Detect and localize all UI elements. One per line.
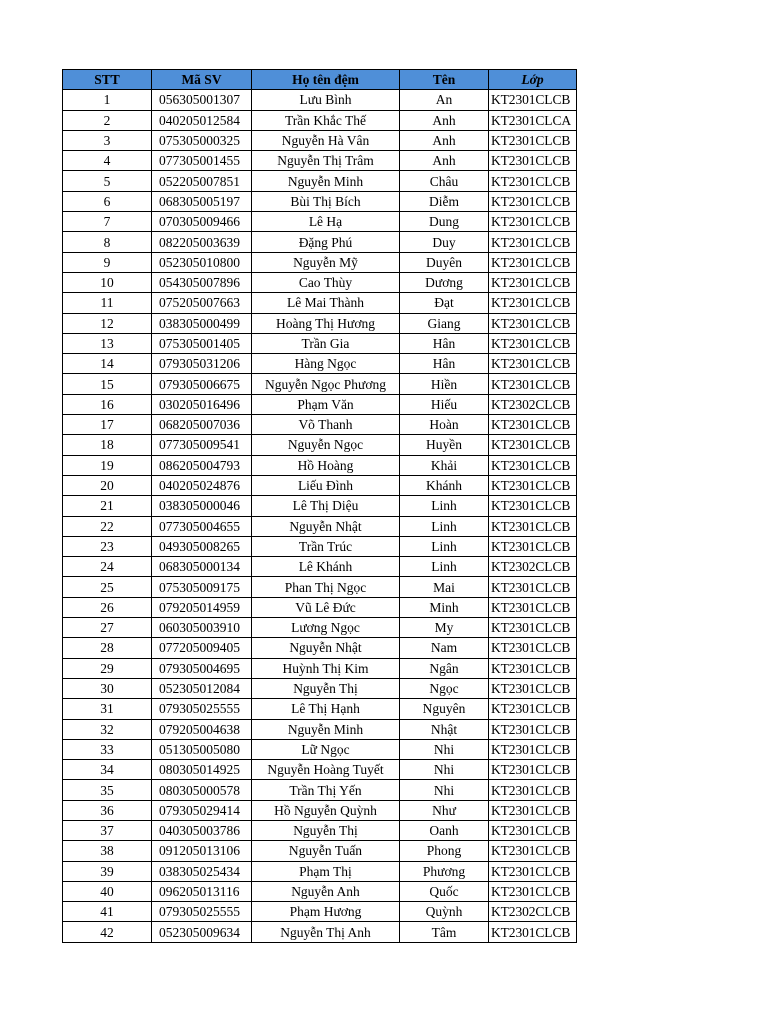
cell-ten[interactable]: Oanh xyxy=(400,820,489,840)
cell-stt[interactable]: 35 xyxy=(63,780,152,800)
cell-ten[interactable]: Anh xyxy=(400,130,489,150)
cell-ho-ten-dem[interactable]: Phạm Văn xyxy=(252,394,400,414)
header-ma-sv[interactable]: Mã SV xyxy=(152,70,252,90)
cell-ma-sv[interactable]: 096205013116 xyxy=(152,881,252,901)
cell-ho-ten-dem[interactable]: Vũ Lê Đức xyxy=(252,597,400,617)
table-row xyxy=(63,475,577,495)
table-row xyxy=(63,252,577,272)
cell-ho-ten-dem[interactable]: Nguyễn Tuấn xyxy=(252,841,400,861)
cell-ma-sv[interactable]: 068205007036 xyxy=(152,415,252,435)
cell-ma-sv[interactable]: 052205007851 xyxy=(152,171,252,191)
cell-ma-sv[interactable]: 075305009175 xyxy=(152,577,252,597)
cell-lop[interactable]: KT2301CLCB xyxy=(489,272,577,292)
cell-ho-ten-dem[interactable]: Nguyễn Ngọc xyxy=(252,435,400,455)
cell-stt[interactable]: 11 xyxy=(63,293,152,313)
cell-ho-ten-dem[interactable]: Hàng Ngọc xyxy=(252,354,400,374)
cell-stt[interactable]: 25 xyxy=(63,577,152,597)
cell-stt[interactable]: 32 xyxy=(63,719,152,739)
cell-ho-ten-dem[interactable]: Nguyễn Nhật xyxy=(252,638,400,658)
cell-ten[interactable]: Dương xyxy=(400,272,489,292)
header-ho-ten-dem[interactable]: Họ tên đệm xyxy=(252,70,400,90)
cell-ten[interactable]: Khải xyxy=(400,455,489,475)
cell-ten[interactable]: Khánh xyxy=(400,475,489,495)
cell-stt[interactable]: 26 xyxy=(63,597,152,617)
table-row xyxy=(63,658,577,678)
cell-ho-ten-dem[interactable]: Nguyễn Hoàng Tuyết xyxy=(252,760,400,780)
cell-lop[interactable]: KT2301CLCB xyxy=(489,374,577,394)
cell-ten[interactable]: Anh xyxy=(400,110,489,130)
cell-ho-ten-dem[interactable]: Bùi Thị Bích xyxy=(252,191,400,211)
cell-ho-ten-dem[interactable]: Võ Thanh xyxy=(252,415,400,435)
cell-ten[interactable]: Nam xyxy=(400,638,489,658)
table-row xyxy=(63,374,577,394)
table-row xyxy=(63,516,577,536)
cell-ma-sv[interactable]: 077305004655 xyxy=(152,516,252,536)
cell-stt[interactable]: 19 xyxy=(63,455,152,475)
table-row xyxy=(63,699,577,719)
cell-ten[interactable]: Hân xyxy=(400,354,489,374)
table-row xyxy=(63,191,577,211)
cell-ma-sv[interactable]: 079205004638 xyxy=(152,719,252,739)
cell-ma-sv[interactable]: 038305000499 xyxy=(152,313,252,333)
cell-ten[interactable]: Nhật xyxy=(400,719,489,739)
table-row xyxy=(63,618,577,638)
cell-ho-ten-dem[interactable]: Đặng Phú xyxy=(252,232,400,252)
cell-ten[interactable]: My xyxy=(400,618,489,638)
cell-ma-sv[interactable]: 075205007663 xyxy=(152,293,252,313)
cell-ho-ten-dem[interactable]: Nguyễn Minh xyxy=(252,171,400,191)
student-list-table xyxy=(62,69,577,943)
cell-ten[interactable]: Mai xyxy=(400,577,489,597)
table-row xyxy=(63,881,577,901)
cell-ho-ten-dem[interactable]: Huỳnh Thị Kim xyxy=(252,658,400,678)
cell-ho-ten-dem[interactable]: Nguyễn Mỹ xyxy=(252,252,400,272)
cell-ho-ten-dem[interactable]: Nguyễn Anh xyxy=(252,881,400,901)
cell-stt[interactable]: 39 xyxy=(63,861,152,881)
cell-stt[interactable]: 29 xyxy=(63,658,152,678)
cell-stt[interactable]: 12 xyxy=(63,313,152,333)
cell-ten[interactable]: Tâm xyxy=(400,922,489,942)
cell-stt[interactable]: 28 xyxy=(63,638,152,658)
cell-ten[interactable]: Hoàn xyxy=(400,415,489,435)
cell-ho-ten-dem[interactable]: Liếu Đình xyxy=(252,475,400,495)
cell-ma-sv[interactable]: 054305007896 xyxy=(152,272,252,292)
cell-lop[interactable]: KT2301CLCB xyxy=(489,618,577,638)
cell-ho-ten-dem[interactable]: Lê Hạ xyxy=(252,212,400,232)
cell-ten[interactable]: Linh xyxy=(400,557,489,577)
cell-ho-ten-dem[interactable]: Nguyễn Minh xyxy=(252,719,400,739)
cell-lop[interactable]: KT2302CLCB xyxy=(489,902,577,922)
cell-ma-sv[interactable]: 075305001405 xyxy=(152,333,252,353)
cell-lop[interactable]: KT2301CLCB xyxy=(489,780,577,800)
table-row xyxy=(63,293,577,313)
cell-ho-ten-dem[interactable]: Nguyễn Nhật xyxy=(252,516,400,536)
cell-ho-ten-dem[interactable]: Cao Thùy xyxy=(252,272,400,292)
cell-ten[interactable]: Quốc xyxy=(400,881,489,901)
cell-ma-sv[interactable]: 075305000325 xyxy=(152,130,252,150)
table-row xyxy=(63,496,577,516)
cell-lop[interactable]: KT2302CLCB xyxy=(489,394,577,414)
cell-ten[interactable]: Giang xyxy=(400,313,489,333)
cell-stt[interactable]: 10 xyxy=(63,272,152,292)
cell-ma-sv[interactable]: 091205013106 xyxy=(152,841,252,861)
cell-ho-ten-dem[interactable]: Trần Trúc xyxy=(252,536,400,556)
cell-ho-ten-dem[interactable]: Nguyễn Thị xyxy=(252,820,400,840)
cell-lop[interactable]: KT2301CLCB xyxy=(489,130,577,150)
cell-stt[interactable]: 14 xyxy=(63,354,152,374)
cell-ten[interactable]: Nhi xyxy=(400,780,489,800)
cell-lop[interactable]: KT2301CLCB xyxy=(489,212,577,232)
table-row xyxy=(63,536,577,556)
cell-stt[interactable]: 17 xyxy=(63,415,152,435)
cell-ten[interactable]: Nhi xyxy=(400,760,489,780)
cell-stt[interactable]: 21 xyxy=(63,496,152,516)
cell-ma-sv[interactable]: 060305003910 xyxy=(152,618,252,638)
table-row xyxy=(63,922,577,942)
cell-ma-sv[interactable]: 038305025434 xyxy=(152,861,252,881)
cell-stt[interactable]: 23 xyxy=(63,536,152,556)
cell-ho-ten-dem[interactable]: Hồ Nguyễn Quỳnh xyxy=(252,800,400,820)
table-row xyxy=(63,780,577,800)
table-row xyxy=(63,678,577,698)
cell-ten[interactable]: Duyên xyxy=(400,252,489,272)
cell-lop[interactable]: KT2301CLCB xyxy=(489,800,577,820)
table-row xyxy=(63,415,577,435)
cell-ten[interactable]: Huyền xyxy=(400,435,489,455)
cell-lop[interactable]: KT2301CLCB xyxy=(489,496,577,516)
cell-ten[interactable]: Đạt xyxy=(400,293,489,313)
header-ten[interactable]: Tên xyxy=(400,70,489,90)
cell-lop[interactable]: KT2301CLCB xyxy=(489,719,577,739)
cell-lop[interactable]: KT2301CLCB xyxy=(489,151,577,171)
table-row xyxy=(63,110,577,130)
cell-ho-ten-dem[interactable]: Lữ Ngọc xyxy=(252,739,400,759)
cell-lop[interactable]: KT2301CLCB xyxy=(489,841,577,861)
table-row xyxy=(63,719,577,739)
cell-ten[interactable]: Châu xyxy=(400,171,489,191)
cell-ho-ten-dem[interactable]: Nguyễn Thị Anh xyxy=(252,922,400,942)
cell-ma-sv[interactable]: 079305029414 xyxy=(152,800,252,820)
cell-ma-sv[interactable]: 068305005197 xyxy=(152,191,252,211)
cell-ma-sv[interactable]: 040205012584 xyxy=(152,110,252,130)
cell-lop[interactable]: KT2301CLCB xyxy=(489,90,577,110)
table-row xyxy=(63,557,577,577)
cell-ho-ten-dem[interactable]: Hoàng Thị Hương xyxy=(252,313,400,333)
cell-ten[interactable]: Ngân xyxy=(400,658,489,678)
header-row xyxy=(63,70,577,90)
table-row xyxy=(63,130,577,150)
cell-ten[interactable]: Phong xyxy=(400,841,489,861)
cell-stt[interactable]: 4 xyxy=(63,151,152,171)
cell-ma-sv[interactable]: 030205016496 xyxy=(152,394,252,414)
cell-ten[interactable]: Duy xyxy=(400,232,489,252)
table-row xyxy=(63,394,577,414)
cell-ho-ten-dem[interactable]: Lê Mai Thành xyxy=(252,293,400,313)
cell-ten[interactable]: Quỳnh xyxy=(400,902,489,922)
cell-ten[interactable]: Phương xyxy=(400,861,489,881)
cell-ma-sv[interactable]: 079305025555 xyxy=(152,699,252,719)
cell-ho-ten-dem[interactable]: Nguyễn Ngọc Phương xyxy=(252,374,400,394)
cell-lop[interactable]: KT2301CLCB xyxy=(489,597,577,617)
cell-lop[interactable]: KT2301CLCB xyxy=(489,455,577,475)
cell-ho-ten-dem[interactable]: Lê Khánh xyxy=(252,557,400,577)
cell-ma-sv[interactable]: 040205024876 xyxy=(152,475,252,495)
cell-lop[interactable]: KT2301CLCB xyxy=(489,252,577,272)
cell-ho-ten-dem[interactable]: Lê Thị Hạnh xyxy=(252,699,400,719)
cell-ma-sv[interactable]: 079305025555 xyxy=(152,902,252,922)
cell-lop[interactable]: KT2301CLCB xyxy=(489,313,577,333)
table-row xyxy=(63,151,577,171)
cell-ho-ten-dem[interactable]: Trần Khắc Thế xyxy=(252,110,400,130)
table-row xyxy=(63,354,577,374)
cell-stt[interactable]: 27 xyxy=(63,618,152,638)
cell-lop[interactable]: KT2301CLCB xyxy=(489,658,577,678)
cell-stt[interactable]: 6 xyxy=(63,191,152,211)
cell-stt[interactable]: 24 xyxy=(63,557,152,577)
cell-ho-ten-dem[interactable]: Lưu Bình xyxy=(252,90,400,110)
cell-stt[interactable]: 41 xyxy=(63,902,152,922)
cell-ho-ten-dem[interactable]: Lương Ngọc xyxy=(252,618,400,638)
table-row xyxy=(63,739,577,759)
cell-stt[interactable]: 30 xyxy=(63,678,152,698)
cell-ho-ten-dem[interactable]: Trần Gia xyxy=(252,333,400,353)
table-row xyxy=(63,577,577,597)
table-row xyxy=(63,455,577,475)
cell-ma-sv[interactable]: 049305008265 xyxy=(152,536,252,556)
cell-lop[interactable]: KT2301CLCA xyxy=(489,110,577,130)
cell-lop[interactable]: KT2301CLCB xyxy=(489,333,577,353)
table-row xyxy=(63,800,577,820)
cell-stt[interactable]: 9 xyxy=(63,252,152,272)
cell-lop[interactable]: KT2301CLCB xyxy=(489,232,577,252)
cell-lop[interactable]: KT2301CLCB xyxy=(489,536,577,556)
cell-stt[interactable]: 36 xyxy=(63,800,152,820)
table-row xyxy=(63,902,577,922)
cell-lop[interactable]: KT2301CLCB xyxy=(489,475,577,495)
cell-ten[interactable]: Như xyxy=(400,800,489,820)
table-row xyxy=(63,212,577,232)
cell-stt[interactable]: 16 xyxy=(63,394,152,414)
cell-lop[interactable]: KT2301CLCB xyxy=(489,922,577,942)
cell-ma-sv[interactable]: 080305014925 xyxy=(152,760,252,780)
cell-ma-sv[interactable]: 079305006675 xyxy=(152,374,252,394)
table-row xyxy=(63,841,577,861)
cell-ten[interactable]: Nguyên xyxy=(400,699,489,719)
table-row xyxy=(63,232,577,252)
cell-lop[interactable]: KT2301CLCB xyxy=(489,739,577,759)
table-body xyxy=(63,90,577,942)
header-lop[interactable]: Lớp xyxy=(489,70,577,90)
cell-lop[interactable]: KT2301CLCB xyxy=(489,577,577,597)
cell-ho-ten-dem[interactable]: Nguyễn Thị xyxy=(252,678,400,698)
cell-ten[interactable]: Anh xyxy=(400,151,489,171)
cell-ten[interactable]: An xyxy=(400,90,489,110)
cell-ten[interactable]: Hiếu xyxy=(400,394,489,414)
cell-ten[interactable]: Diễm xyxy=(400,191,489,211)
cell-ma-sv[interactable]: 086205004793 xyxy=(152,455,252,475)
cell-stt[interactable]: 37 xyxy=(63,820,152,840)
cell-ma-sv[interactable]: 079205014959 xyxy=(152,597,252,617)
table-row xyxy=(63,272,577,292)
cell-stt[interactable]: 42 xyxy=(63,922,152,942)
cell-ho-ten-dem[interactable]: Nguyễn Hà Vân xyxy=(252,130,400,150)
cell-ten[interactable]: Minh xyxy=(400,597,489,617)
cell-ma-sv[interactable]: 038305000046 xyxy=(152,496,252,516)
table-row xyxy=(63,597,577,617)
cell-stt[interactable]: 38 xyxy=(63,841,152,861)
cell-stt[interactable]: 15 xyxy=(63,374,152,394)
cell-stt[interactable]: 3 xyxy=(63,130,152,150)
table-row xyxy=(63,861,577,881)
cell-ma-sv[interactable]: 077305001455 xyxy=(152,151,252,171)
cell-stt[interactable]: 7 xyxy=(63,212,152,232)
table-row xyxy=(63,820,577,840)
cell-stt[interactable]: 5 xyxy=(63,171,152,191)
cell-ho-ten-dem[interactable]: Phạm Hương xyxy=(252,902,400,922)
cell-ten[interactable]: Hân xyxy=(400,333,489,353)
cell-ho-ten-dem[interactable]: Hồ Hoàng xyxy=(252,455,400,475)
cell-lop[interactable]: KT2301CLCB xyxy=(489,678,577,698)
cell-lop[interactable]: KT2301CLCB xyxy=(489,415,577,435)
table-row xyxy=(63,171,577,191)
cell-ma-sv[interactable]: 079305004695 xyxy=(152,658,252,678)
cell-stt[interactable]: 18 xyxy=(63,435,152,455)
cell-ma-sv[interactable]: 052305009634 xyxy=(152,922,252,942)
cell-ho-ten-dem[interactable]: Lê Thị Diệu xyxy=(252,496,400,516)
cell-stt[interactable]: 33 xyxy=(63,739,152,759)
table-row xyxy=(63,435,577,455)
cell-stt[interactable]: 2 xyxy=(63,110,152,130)
cell-ma-sv[interactable]: 040305003786 xyxy=(152,820,252,840)
cell-lop[interactable]: KT2301CLCB xyxy=(489,638,577,658)
cell-ten[interactable]: Dung xyxy=(400,212,489,232)
cell-stt[interactable]: 20 xyxy=(63,475,152,495)
cell-stt[interactable]: 1 xyxy=(63,90,152,110)
cell-ma-sv[interactable]: 056305001307 xyxy=(152,90,252,110)
header-stt[interactable]: STT xyxy=(63,70,152,90)
cell-ma-sv[interactable]: 080305000578 xyxy=(152,780,252,800)
cell-ho-ten-dem[interactable]: Phạm Thị xyxy=(252,861,400,881)
cell-ma-sv[interactable]: 070305009466 xyxy=(152,212,252,232)
table-row xyxy=(63,760,577,780)
table-row xyxy=(63,333,577,353)
cell-stt[interactable]: 13 xyxy=(63,333,152,353)
cell-lop[interactable]: KT2301CLCB xyxy=(489,354,577,374)
cell-ten[interactable]: Nhi xyxy=(400,739,489,759)
cell-ma-sv[interactable]: 052305012084 xyxy=(152,678,252,698)
cell-ma-sv[interactable]: 077205009405 xyxy=(152,638,252,658)
cell-ma-sv[interactable]: 051305005080 xyxy=(152,739,252,759)
cell-stt[interactable]: 40 xyxy=(63,881,152,901)
cell-ho-ten-dem[interactable]: Nguyễn Thị Trâm xyxy=(252,151,400,171)
cell-lop[interactable]: KT2301CLCB xyxy=(489,820,577,840)
table-row xyxy=(63,313,577,333)
cell-ten[interactable]: Linh xyxy=(400,536,489,556)
cell-lop[interactable]: KT2302CLCB xyxy=(489,557,577,577)
table-row xyxy=(63,638,577,658)
cell-ma-sv[interactable]: 077305009541 xyxy=(152,435,252,455)
cell-ma-sv[interactable]: 052305010800 xyxy=(152,252,252,272)
cell-ma-sv[interactable]: 068305000134 xyxy=(152,557,252,577)
cell-stt[interactable]: 34 xyxy=(63,760,152,780)
cell-ten[interactable]: Ngọc xyxy=(400,678,489,698)
cell-lop[interactable]: KT2301CLCB xyxy=(489,435,577,455)
cell-lop[interactable]: KT2301CLCB xyxy=(489,516,577,536)
table-header xyxy=(63,70,577,90)
cell-ma-sv[interactable]: 082205003639 xyxy=(152,232,252,252)
cell-ten[interactable]: Linh xyxy=(400,496,489,516)
cell-ten[interactable]: Hiền xyxy=(400,374,489,394)
cell-stt[interactable]: 22 xyxy=(63,516,152,536)
cell-lop[interactable]: KT2301CLCB xyxy=(489,171,577,191)
cell-ho-ten-dem[interactable]: Phan Thị Ngọc xyxy=(252,577,400,597)
cell-lop[interactable]: KT2301CLCB xyxy=(489,191,577,211)
cell-ma-sv[interactable]: 079305031206 xyxy=(152,354,252,374)
cell-lop[interactable]: KT2301CLCB xyxy=(489,861,577,881)
table-row xyxy=(63,90,577,110)
cell-ten[interactable]: Linh xyxy=(400,516,489,536)
cell-stt[interactable]: 8 xyxy=(63,232,152,252)
cell-lop[interactable]: KT2301CLCB xyxy=(489,881,577,901)
cell-stt[interactable]: 31 xyxy=(63,699,152,719)
cell-lop[interactable]: KT2301CLCB xyxy=(489,760,577,780)
cell-lop[interactable]: KT2301CLCB xyxy=(489,293,577,313)
cell-ho-ten-dem[interactable]: Trần Thị Yến xyxy=(252,780,400,800)
cell-lop[interactable]: KT2301CLCB xyxy=(489,699,577,719)
